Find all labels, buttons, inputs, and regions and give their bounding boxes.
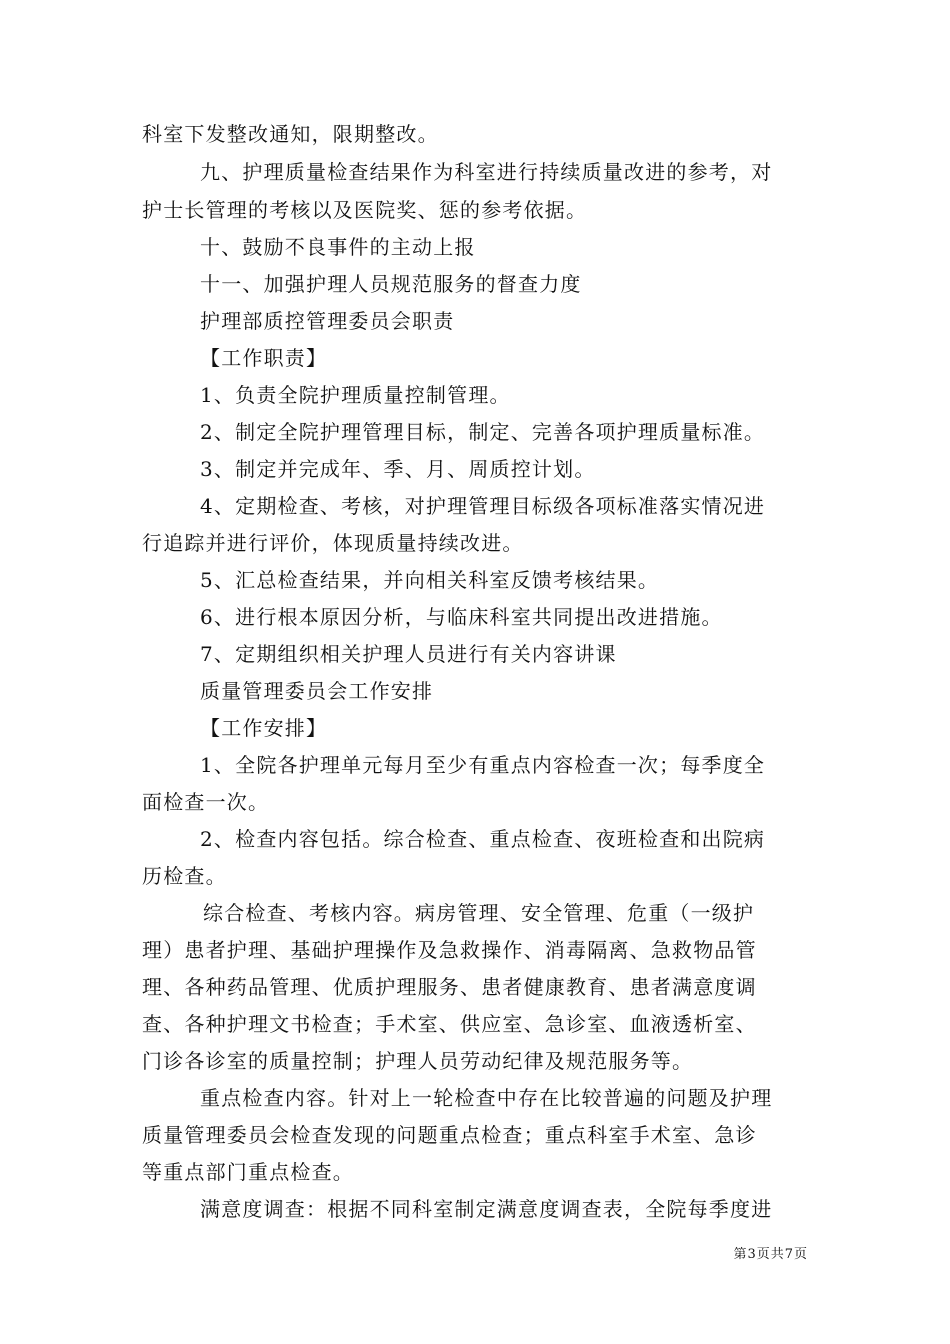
section-subheading: 【工作职责】 bbox=[200, 346, 328, 370]
text-line: 重点检查内容。针对上一轮检查中存在比较普遍的问题及护理 bbox=[200, 1086, 773, 1110]
text-line: 面检查一次。 bbox=[142, 790, 270, 814]
text-line: 门诊各诊室的质量控制；护理人员劳动纪律及规范服务等。 bbox=[142, 1049, 694, 1073]
section-subheading: 【工作安排】 bbox=[200, 716, 328, 740]
text-line: 等重点部门重点检查。 bbox=[142, 1160, 354, 1184]
section-heading: 质量管理委员会工作安排 bbox=[200, 679, 434, 703]
text-line: 满意度调查：根据不同科室制定满意度调查表，全院每季度进 bbox=[200, 1197, 773, 1221]
text-line: 6、进行根本原因分析，与临床科室共同提出改进措施。 bbox=[200, 605, 723, 629]
text-line: 九、护理质量检查结果作为科室进行持续质量改进的参考，对 bbox=[200, 160, 773, 184]
text-line: 综合检查、考核内容。病房管理、安全管理、危重（一级护 bbox=[203, 901, 755, 925]
text-line: 科室下发整改通知，限期整改。 bbox=[142, 122, 439, 146]
text-line: 行追踪并进行评价，体现质量持续改进。 bbox=[142, 531, 524, 555]
text-line: 查、各种护理文书检查；手术室、供应室、急诊室、血液透析室、 bbox=[142, 1012, 757, 1036]
text-line: 1、负责全院护理质量控制管理。 bbox=[200, 383, 511, 407]
text-line: 十、鼓励不良事件的主动上报 bbox=[200, 235, 476, 259]
text-line: 7、定期组织相关护理人员进行有关内容讲课 bbox=[200, 642, 617, 666]
text-line: 2、检查内容包括。综合检查、重点检查、夜班检查和出院病 bbox=[200, 827, 766, 851]
section-heading: 护理部质控管理委员会职责 bbox=[200, 309, 455, 333]
text-line: 3、制定并完成年、季、月、周质控计划。 bbox=[200, 457, 596, 481]
text-line: 历检查。 bbox=[142, 864, 227, 888]
text-line: 护士长管理的考核以及医院奖、惩的参考依据。 bbox=[142, 198, 588, 222]
text-line: 4、定期检查、考核，对护理管理目标级各项标准落实情况进 bbox=[200, 494, 766, 518]
page-number: 第3页共7页 bbox=[733, 1247, 808, 1262]
text-line: 质量管理委员会检查发现的问题重点检查；重点科室手术室、急诊 bbox=[142, 1123, 757, 1147]
text-line: 十一、加强护理人员规范服务的督查力度 bbox=[200, 272, 582, 296]
text-line: 理、各种药品管理、优质护理服务、患者健康教育、患者满意度调 bbox=[142, 975, 757, 999]
text-line: 5、汇总检查结果，并向相关科室反馈考核结果。 bbox=[200, 568, 660, 592]
text-line: 理）患者护理、基础护理操作及急救操作、消毒隔离、急救物品管 bbox=[142, 938, 757, 962]
text-line: 1、全院各护理单元每月至少有重点内容检查一次；每季度全 bbox=[200, 753, 766, 777]
text-line: 2、制定全院护理管理目标，制定、完善各项护理质量标准。 bbox=[200, 420, 766, 444]
